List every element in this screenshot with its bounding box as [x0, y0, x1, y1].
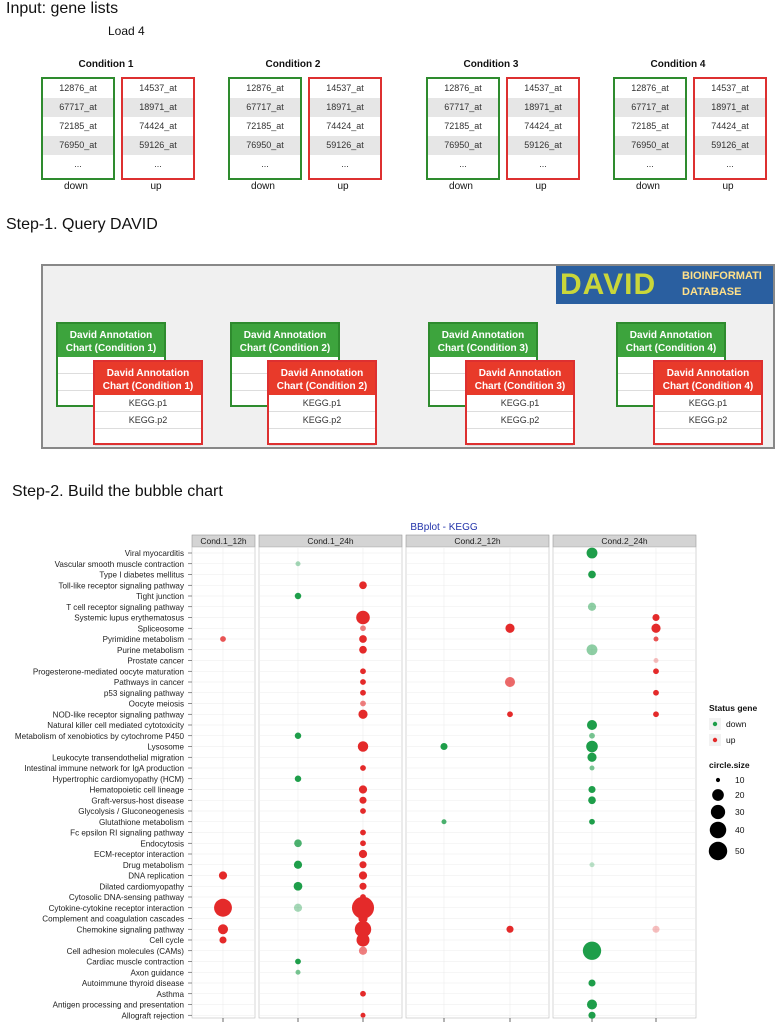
gene-id: 74424_at [326, 121, 364, 131]
bubble-down [294, 839, 302, 847]
term-label: Prostate cancer [127, 656, 184, 666]
bubble-down [588, 796, 596, 804]
kegg-row: KEGG.p1 [269, 395, 375, 412]
up-label: up [337, 181, 349, 192]
gene-id: 18971_at [508, 98, 578, 117]
term-label: Oocyte meiosis [128, 699, 184, 709]
gene-id: 72185_at [59, 121, 97, 131]
david-red-card [465, 360, 575, 445]
term-label: DNA replication [128, 871, 184, 881]
bubble-up [360, 765, 366, 771]
gene-id: 67717_at [43, 98, 113, 117]
legend-size-circle [711, 805, 725, 819]
bubble-up [360, 808, 366, 814]
condition-title: Condition 2 [265, 59, 321, 70]
down-label: down [64, 181, 88, 192]
bubble-up [360, 668, 366, 674]
bubble-down [587, 644, 598, 655]
green-card-title: David Annotation Chart (Condition 1) [58, 324, 164, 357]
bubble-up [360, 830, 366, 836]
up-gene-list [121, 77, 195, 180]
bubble-up [359, 850, 367, 858]
term-label: p53 signaling pathway [103, 688, 184, 698]
legend-up-label: up [726, 735, 736, 745]
gene-id: 12876_at [444, 83, 482, 93]
kegg-row: KEGG.p1 [467, 395, 573, 412]
gene-id: 76950_at [615, 136, 685, 155]
bubble-up [360, 840, 366, 846]
kegg-row: KEGG.p2 [95, 412, 201, 429]
red-card-title: David Annotation Chart (Condition 3) [467, 362, 573, 395]
condition-title: Condition 3 [463, 59, 519, 70]
bubble-up [651, 624, 660, 633]
legend-up-dot [713, 738, 717, 742]
down-gene-list [613, 77, 687, 180]
term-label: Hematopoietic cell lineage [89, 785, 184, 795]
green-card-title: David Annotation Chart (Condition 2) [232, 324, 338, 357]
term-label: Drug metabolism [122, 860, 184, 870]
gene-id: 74424_at [711, 121, 749, 131]
term-label: Pathways in cancer [113, 678, 184, 687]
gene-id: ... [74, 159, 82, 169]
bubble-up [360, 625, 366, 631]
gene-id: 12876_at [246, 83, 284, 93]
bubble-up [505, 677, 515, 687]
term-label: Chemokine signaling pathway [76, 925, 184, 935]
bubble-up [356, 611, 370, 625]
kegg-row: KEGG.p2 [467, 412, 573, 429]
bubble-up [220, 636, 226, 642]
gene-id: 12876_at [631, 83, 669, 93]
card-row [95, 429, 201, 446]
bubble-down [295, 959, 301, 965]
term-label: Hypertrophic cardiomyopathy (HCM) [52, 774, 184, 784]
bubble-down [440, 743, 447, 750]
david-logo-line2: DATABASE [682, 286, 742, 298]
bubble-up [653, 658, 658, 663]
term-label: Glutathione metabolism [98, 817, 184, 827]
legend-down-dot [713, 722, 717, 726]
gene-id: 14537_at [711, 83, 749, 93]
bubble-up [652, 614, 659, 621]
bubble-up [360, 1013, 365, 1018]
bubble-up [219, 936, 226, 943]
bubble-down [294, 904, 302, 912]
green-card-title: David Annotation Chart (Condition 3) [430, 324, 536, 357]
bubble-down [295, 776, 301, 782]
bubble-up [360, 991, 366, 997]
gene-id: 59126_at [123, 136, 193, 155]
panel-label: Cond.1_12h [200, 536, 247, 546]
card-row [655, 429, 761, 446]
term-label: Purine metabolism [116, 645, 184, 655]
gene-id: 67717_at [615, 98, 685, 117]
bubble-up [652, 926, 659, 933]
david-logo-main: DAVID [560, 268, 657, 301]
bubble-down [587, 999, 597, 1009]
term-label: Axon guidance [130, 968, 184, 978]
bubble-up [506, 926, 513, 933]
gene-id: ... [154, 159, 162, 169]
condition-title: Condition 1 [78, 59, 134, 70]
bubble-up [359, 797, 366, 804]
kegg-row: KEGG.p2 [269, 412, 375, 429]
red-card-title: David Annotation Chart (Condition 2) [269, 362, 375, 395]
term-label: Complement and coagulation cascades [42, 914, 184, 924]
gene-id: 18971_at [695, 98, 765, 117]
term-label: Cell cycle [149, 936, 184, 945]
term-label: Glycolysis / Gluconeogenesis [78, 807, 184, 816]
term-label: Pyrimidine metabolism [102, 635, 184, 644]
up-label: up [150, 181, 162, 192]
legend-size-circle [716, 778, 720, 782]
term-label: Natural killer cell mediated cytotoxicity [47, 721, 184, 730]
david-red-card [93, 360, 203, 445]
bubble-down [589, 765, 594, 770]
bubble-down [295, 970, 300, 975]
bubble-down [589, 862, 594, 867]
bubble-up [505, 624, 514, 633]
gene-id: 12876_at [59, 83, 97, 93]
gene-id: 72185_at [444, 121, 482, 131]
term-label: Autoimmune thyroid disease [81, 979, 184, 988]
bubble-down [294, 882, 303, 891]
step2-title: Step-2. Build the bubble chart [12, 483, 223, 500]
red-card-title: David Annotation Chart (Condition 1) [95, 362, 201, 395]
gene-id: 18971_at [123, 98, 193, 117]
gene-id: 59126_at [695, 136, 765, 155]
bubble-down [588, 786, 595, 793]
legend-size-label: 20 [735, 790, 745, 800]
term-label: Antigen processing and presentation [52, 1000, 184, 1010]
legend-size-circle [712, 789, 724, 801]
term-label: NOD-like receptor signaling pathway [52, 710, 184, 720]
bubble-up [359, 646, 367, 654]
term-label: Cytosolic DNA-sensing pathway [68, 893, 184, 902]
term-label: Toll-like receptor signaling pathway [58, 581, 184, 591]
condition-title: Condition 4 [650, 59, 706, 70]
term-label: Cytokine-cytokine receptor interaction [48, 903, 184, 913]
term-label: Metabolism of xenobiotics by cytochrome P450 [14, 731, 184, 741]
bubble-down [295, 561, 300, 566]
kegg-row: KEGG.p1 [655, 395, 761, 412]
bubble-up [360, 690, 366, 696]
bubble-down [588, 603, 596, 611]
gene-id: ... [261, 159, 269, 169]
term-label: Intestinal immune network for IgA production [24, 764, 184, 773]
bubble-up [358, 741, 368, 751]
legend-size-label: 50 [735, 846, 745, 856]
term-label: ECM-receptor interaction [94, 850, 184, 859]
bubble-up [359, 581, 367, 589]
gene-id: 72185_at [246, 121, 284, 131]
legend-size-label: 40 [735, 825, 745, 835]
gene-id: 74424_at [524, 121, 562, 131]
bubble-up [219, 871, 227, 879]
bubble-down [587, 720, 597, 730]
gene-id: 76950_at [230, 136, 300, 155]
chart-title: BBplot - KEGG [410, 522, 478, 533]
term-label: Graft-versus-host disease [91, 796, 184, 806]
gene-id: 59126_at [310, 136, 380, 155]
panel-label: Cond.2_24h [601, 536, 648, 546]
term-label: Type I diabetes mellitus [99, 570, 184, 580]
bubble-down [588, 1012, 595, 1019]
bubble-up [359, 883, 366, 890]
term-label: Systemic lupus erythematosus [74, 613, 184, 623]
legend-size-circle [710, 822, 727, 839]
gene-id: ... [646, 159, 654, 169]
bubble-down [441, 819, 446, 824]
legend-size-label: 30 [735, 807, 745, 817]
down-label: down [449, 181, 473, 192]
bubble-down [583, 942, 601, 960]
bubble-down [587, 548, 598, 559]
bubble-up [653, 690, 659, 696]
bubble-down [587, 753, 596, 762]
bubble-down [295, 593, 301, 599]
bubble-up [360, 679, 366, 685]
gene-id: 14537_at [326, 83, 364, 93]
card-row [467, 429, 573, 446]
red-card-title: David Annotation Chart (Condition 4) [655, 362, 761, 395]
up-gene-list [693, 77, 767, 180]
legend-size-label: 10 [735, 775, 745, 785]
term-label: Lysosome [147, 742, 184, 752]
term-label: Cell adhesion molecules (CAMs) [66, 946, 184, 956]
panel-label: Cond.2_12h [454, 536, 501, 546]
bubble-up [357, 934, 370, 947]
panel-label: Cond.1_24h [307, 536, 354, 546]
gene-id: ... [459, 159, 467, 169]
gene-id: 59126_at [508, 136, 578, 155]
down-label: down [251, 181, 275, 192]
bubble-up [359, 785, 367, 793]
gene-id: 67717_at [230, 98, 300, 117]
term-label: Tight junction [136, 592, 184, 601]
term-label: Spliceosome [137, 624, 184, 634]
legend-down-label: down [726, 719, 747, 729]
legend-status-title: Status gene [709, 703, 758, 713]
bubble-down [589, 733, 595, 739]
bubble-down [586, 741, 598, 753]
bubble-up [653, 636, 658, 641]
bubble-down [589, 819, 595, 825]
david-red-card [653, 360, 763, 445]
up-label: up [722, 181, 734, 192]
gene-id: ... [726, 159, 734, 169]
down-gene-list [41, 77, 115, 180]
david-red-card [267, 360, 377, 445]
legend-size-title: circle.size [709, 760, 750, 770]
gene-id: 18971_at [310, 98, 380, 117]
bubble-up [218, 924, 228, 934]
gene-id: 14537_at [139, 83, 177, 93]
term-label: Fc epsilon RI signaling pathway [70, 828, 184, 838]
input-title: Input: gene lists [6, 0, 119, 17]
term-label: Cardiac muscle contraction [86, 957, 184, 967]
term-label: Dilated cardiomyopathy [99, 882, 184, 892]
term-label: Allograft rejection [121, 1011, 184, 1021]
down-gene-list [228, 77, 302, 180]
gene-id: 76950_at [43, 136, 113, 155]
bubble-up [653, 711, 659, 717]
term-label: Viral myocarditis [124, 549, 184, 558]
term-label: Vascular smooth muscle contraction [54, 559, 184, 569]
bubble-down [294, 861, 302, 869]
down-gene-list [426, 77, 500, 180]
bubble-up [359, 635, 367, 643]
bubble-down [588, 571, 596, 579]
green-card-title: David Annotation Chart (Condition 4) [618, 324, 724, 357]
bubble-chart [0, 515, 778, 1027]
gene-id: 72185_at [631, 121, 669, 131]
bubble-up [360, 701, 366, 707]
gene-id: ... [539, 159, 547, 169]
david-logo-line1: BIOINFORMATI [682, 270, 762, 282]
up-gene-list [506, 77, 580, 180]
bubble-down [588, 979, 595, 986]
david-logo [556, 266, 773, 304]
bubble-up [358, 710, 367, 719]
bubble-up [359, 861, 366, 868]
bubble-up [359, 871, 367, 879]
gene-id: 14537_at [524, 83, 562, 93]
gene-id: 76950_at [428, 136, 498, 155]
term-label: Asthma [156, 989, 184, 999]
bubble-up [214, 899, 232, 917]
gene-id: 74424_at [139, 121, 177, 131]
bubble-up [507, 711, 513, 717]
gene-id: 67717_at [428, 98, 498, 117]
bubble-down [295, 733, 301, 739]
legend-size-circle [709, 842, 727, 860]
up-gene-list [308, 77, 382, 180]
down-label: down [636, 181, 660, 192]
bubble-up [653, 668, 659, 674]
kegg-row: KEGG.p1 [95, 395, 201, 412]
gene-id: ... [341, 159, 349, 169]
term-label: Progesterone-mediated oocyte maturation [32, 667, 184, 677]
bubble-up [359, 947, 367, 955]
load-label: Load 4 [108, 24, 145, 38]
up-label: up [535, 181, 547, 192]
card-row [269, 429, 375, 446]
term-label: T cell receptor signaling pathway [66, 602, 184, 612]
step1-title: Step-1. Query DAVID [6, 216, 158, 233]
kegg-row: KEGG.p2 [655, 412, 761, 429]
term-label: Leukocyte transendothelial migration [52, 753, 184, 763]
term-label: Endocytosis [140, 839, 184, 849]
